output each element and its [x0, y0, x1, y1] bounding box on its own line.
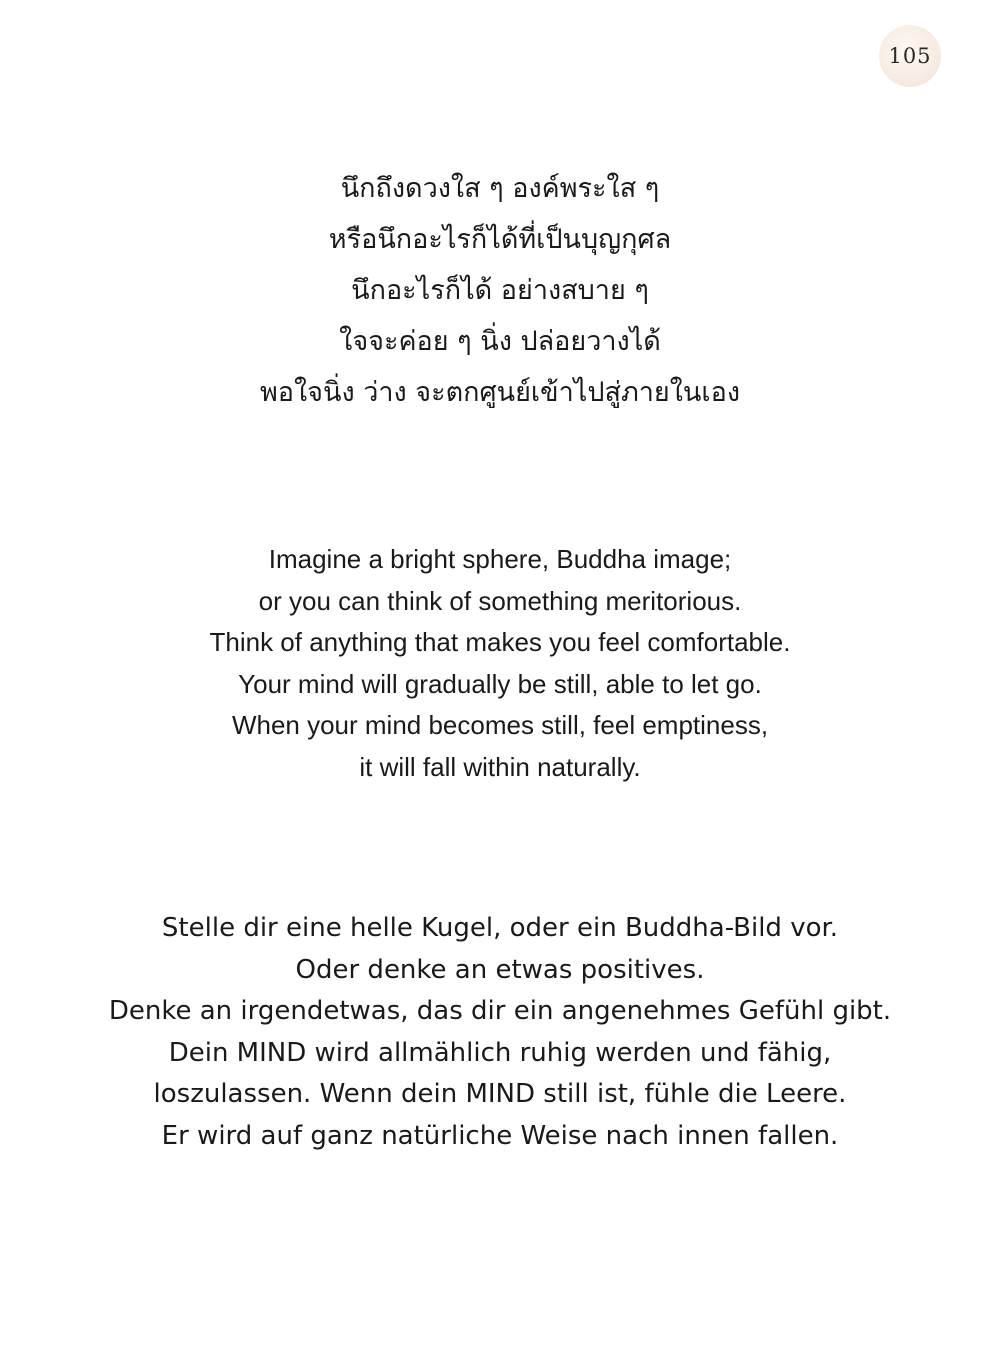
thai-line: พอใจนิ่ง ว่าง จะตกศูนย์เข้าไปสู่ภายในเอง: [259, 377, 741, 408]
german-line: loszulassen. Wenn dein MIND still ist, fühle die Leere.: [153, 1079, 847, 1109]
english-line: or you can think of something meritorious.: [258, 585, 742, 616]
english-line: Your mind will gradually be still, able to let go.: [238, 668, 762, 699]
english-line: it will fall within naturally.: [359, 751, 641, 782]
german-line: Dein MIND wird allmählich ruhig werden und fähig,: [168, 1037, 832, 1068]
thai-line: นึกถึงดวงใส ๆ องค์พระใส ๆ: [340, 173, 660, 204]
english-line: Imagine a bright sphere, Buddha image;: [268, 544, 732, 574]
german-line: Denke an irgendetwas, das dir ein angenehmes Gefühl gibt.: [108, 996, 892, 1026]
thai-text-block: [0, 163, 1000, 418]
page-number: 105: [888, 44, 932, 68]
german-line: Oder denke an etwas positives.: [295, 954, 705, 985]
thai-line: หรือนึกอะไรก็ได้ที่เป็นบุญกุศล: [328, 224, 672, 255]
thai-line: นึกอะไรก็ได้ อย่างสบาย ๆ: [351, 275, 649, 306]
german-line: Stelle dir eine helle Kugel, oder ein Buddha-Bild vor.: [161, 913, 839, 943]
page-number-badge: [879, 25, 941, 87]
german-text-block: [0, 908, 1000, 1157]
english-text-block: [0, 539, 1000, 788]
german-line: Er wird auf ganz natürliche Weise nach innen fallen.: [161, 1120, 839, 1151]
english-line: Think of anything that makes you feel comfortable.: [209, 627, 791, 657]
english-line: When your mind becomes still, feel emptiness,: [231, 710, 769, 740]
thai-line: ใจจะค่อย ๆ นิ่ง ปล่อยวางได้: [339, 326, 661, 357]
